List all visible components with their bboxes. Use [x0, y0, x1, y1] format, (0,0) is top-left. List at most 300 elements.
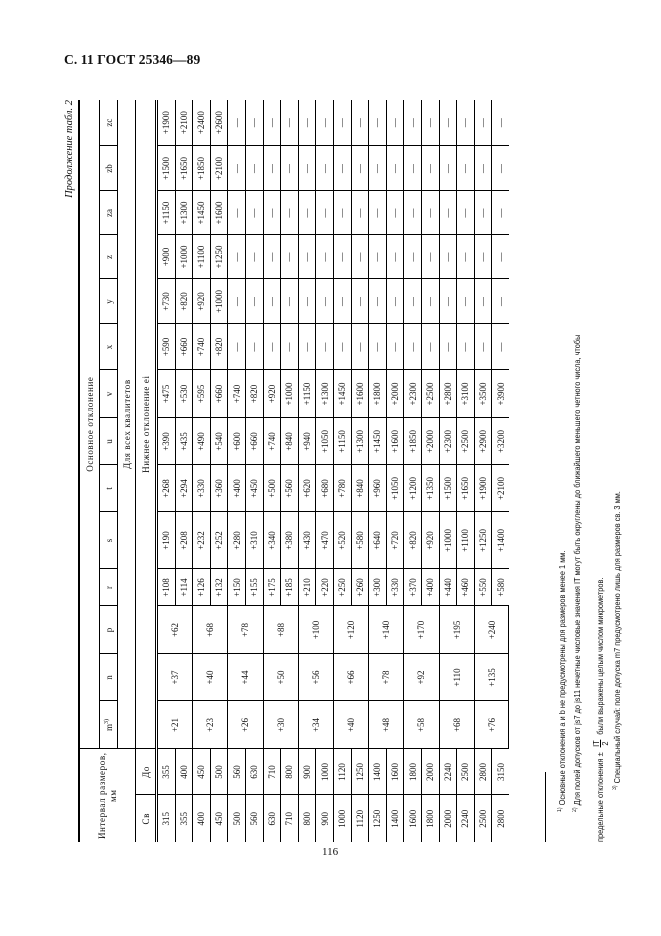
deviation-t-cell: +1050 [386, 465, 404, 512]
deviation-t-cell: +400 [228, 465, 246, 512]
column-letter: zc [103, 118, 114, 127]
deviation-u-cell: +1850 [404, 418, 422, 465]
deviation-v-cell: +660 [210, 370, 228, 418]
deviation-za-cell: — [386, 191, 404, 235]
deviation-x-cell: +820 [210, 324, 228, 370]
deviation-u-cell: +600 [228, 418, 246, 465]
deviation-p-cell: +195 [439, 606, 474, 654]
deviation-m-cell: +23 [193, 701, 228, 749]
table-row [333, 100, 351, 842]
column-header-n [100, 654, 118, 701]
column-letter: u [103, 439, 114, 444]
deviation-z-cell: — [404, 235, 422, 279]
size-from-cell: 450 [210, 795, 228, 842]
deviation-t-cell: +268 [157, 465, 176, 512]
deviation-n-cell: +50 [263, 654, 298, 701]
size-from-cell: 1120 [351, 795, 369, 842]
column-letter: t [103, 487, 114, 490]
deviation-za-cell: +1600 [210, 191, 228, 235]
deviation-p-cell: +240 [474, 606, 509, 654]
deviation-t-cell: +1200 [404, 465, 422, 512]
page-title: С. 11 ГОСТ 25346—89 [64, 52, 201, 67]
column-header-u [100, 418, 118, 465]
deviation-x-cell: — [281, 324, 299, 370]
table-body [157, 100, 509, 842]
deviation-s-cell: +280 [228, 512, 246, 569]
deviation-zb-cell: +1500 [157, 146, 176, 191]
deviation-t-cell: +2100 [492, 465, 509, 512]
size-to-cell: 2500 [457, 749, 475, 795]
deviation-n-cell: +110 [439, 654, 474, 701]
deviation-x-cell: — [316, 324, 334, 370]
deviation-m-cell: +30 [263, 701, 298, 749]
deviation-x-cell: — [245, 324, 263, 370]
deviation-zc-cell: — [404, 100, 422, 146]
deviation-z-cell: +1250 [210, 235, 228, 279]
deviation-n-cell: +92 [404, 654, 439, 701]
size-from-cell: 560 [245, 795, 263, 842]
column-header-t [100, 465, 118, 512]
deviation-n-cell: +40 [193, 654, 228, 701]
deviation-zc-cell: — [316, 100, 334, 146]
footnote-1-mark: 1) [557, 807, 564, 812]
size-to-cell: 1250 [351, 749, 369, 795]
size-from-cell: 1250 [369, 795, 387, 842]
size-to-cell: 450 [193, 749, 211, 795]
deviation-t-cell: +1350 [421, 465, 439, 512]
deviation-t-cell: +840 [351, 465, 369, 512]
deviation-zb-cell: +1650 [175, 146, 193, 191]
deviation-r-cell: +114 [175, 569, 193, 606]
table-continuation-caption: Продолжение табл. 2 [64, 100, 75, 198]
deviation-r-cell: +250 [333, 569, 351, 606]
deviations-table [78, 100, 509, 842]
deviation-za-cell: — [263, 191, 281, 235]
deviation-r-cell: +220 [316, 569, 334, 606]
deviation-x-cell: — [298, 324, 316, 370]
deviation-zb-cell: — [245, 146, 263, 191]
deviation-t-cell: +450 [245, 465, 263, 512]
rotated-table-block [64, 100, 622, 842]
deviation-zc-cell: +2600 [210, 100, 228, 146]
deviation-s-cell: +820 [404, 512, 422, 569]
page-number: 116 [322, 846, 339, 858]
size-to-cell: 710 [263, 749, 281, 795]
size-from-cell: 500 [228, 795, 246, 842]
deviation-zb-cell: — [351, 146, 369, 191]
deviation-m-cell: +76 [474, 701, 509, 749]
deviation-t-cell: +1500 [439, 465, 457, 512]
interval-header: Интервал размеров, мм [79, 749, 136, 842]
table-row [228, 100, 246, 842]
size-from-cell: 2800 [492, 795, 509, 842]
column-header-r [100, 569, 118, 606]
deviation-r-cell: +150 [228, 569, 246, 606]
deviation-p-cell: +62 [157, 606, 193, 654]
footnote-separator [545, 772, 546, 842]
deviation-z-cell: — [421, 235, 439, 279]
deviation-n-cell: +44 [228, 654, 263, 701]
deviation-r-cell: +440 [439, 569, 457, 606]
size-from-cell: 1800 [421, 795, 439, 842]
footnote-1 [557, 551, 567, 812]
deviation-za-cell: — [228, 191, 246, 235]
deviation-zb-cell: — [474, 146, 492, 191]
deviation-y-cell: — [298, 279, 316, 324]
deviation-r-cell: +400 [421, 569, 439, 606]
table-row [298, 100, 316, 842]
deviation-y-cell: — [263, 279, 281, 324]
deviation-y-cell: — [386, 279, 404, 324]
deviation-zb-cell: — [316, 146, 334, 191]
deviation-x-cell: — [351, 324, 369, 370]
deviation-s-cell: +208 [175, 512, 193, 569]
deviation-za-cell: +1450 [193, 191, 211, 235]
deviation-r-cell: +370 [404, 569, 422, 606]
deviation-r-cell: +330 [386, 569, 404, 606]
fraction-denominator: 2 [600, 741, 610, 746]
from-header: Св [136, 795, 157, 842]
column-header-zc [100, 100, 118, 146]
deviation-y-cell: — [421, 279, 439, 324]
column-header-m [100, 701, 118, 749]
deviation-z-cell: +900 [157, 235, 176, 279]
deviation-u-cell: +1300 [351, 418, 369, 465]
deviation-t-cell: +500 [263, 465, 281, 512]
deviation-zb-cell: +1850 [193, 146, 211, 191]
deviation-zc-cell: — [474, 100, 492, 146]
deviation-r-cell: +460 [457, 569, 475, 606]
deviation-s-cell: +1100 [457, 512, 475, 569]
size-from-cell: 900 [316, 795, 334, 842]
size-to-cell: 1000 [316, 749, 334, 795]
deviation-v-cell: +1000 [281, 370, 299, 418]
deviation-za-cell: — [245, 191, 263, 235]
deviation-x-cell: — [421, 324, 439, 370]
footnote-2-continuation [592, 578, 609, 842]
deviation-z-cell: — [245, 235, 263, 279]
deviation-zb-cell: — [492, 146, 509, 191]
deviation-y-cell: — [404, 279, 422, 324]
deviation-r-cell: +260 [351, 569, 369, 606]
deviation-za-cell: +1300 [175, 191, 193, 235]
deviation-za-cell: — [474, 191, 492, 235]
table-row [474, 100, 492, 842]
deviation-p-cell: +78 [228, 606, 263, 654]
size-to-cell: 2240 [439, 749, 457, 795]
deviation-m-cell: +48 [369, 701, 404, 749]
deviation-u-cell: +2000 [421, 418, 439, 465]
deviation-u-cell: +740 [263, 418, 281, 465]
column-letter: zb [103, 164, 114, 173]
deviation-z-cell: — [333, 235, 351, 279]
deviation-p-cell: +120 [333, 606, 368, 654]
deviation-t-cell: +560 [281, 465, 299, 512]
deviation-m-cell: +58 [404, 701, 439, 749]
deviation-x-cell: — [492, 324, 509, 370]
deviation-zb-cell: — [457, 146, 475, 191]
size-to-cell: 1400 [369, 749, 387, 795]
deviation-u-cell: +1450 [369, 418, 387, 465]
deviation-r-cell: +126 [193, 569, 211, 606]
deviation-u-cell: +1150 [333, 418, 351, 465]
deviation-y-cell: — [457, 279, 475, 324]
deviation-u-cell: +435 [175, 418, 193, 465]
deviation-u-cell: +2500 [457, 418, 475, 465]
deviation-s-cell: +340 [263, 512, 281, 569]
deviation-zb-cell: — [421, 146, 439, 191]
deviation-u-cell: +3200 [492, 418, 509, 465]
deviation-s-cell: +720 [386, 512, 404, 569]
table-row [157, 100, 176, 842]
deviation-za-cell: — [316, 191, 334, 235]
deviation-zc-cell: — [228, 100, 246, 146]
main-deviation-header: Основное отклонение [79, 100, 100, 749]
deviation-z-cell: — [474, 235, 492, 279]
deviation-zc-cell: +2400 [193, 100, 211, 146]
deviation-y-cell: — [228, 279, 246, 324]
deviation-zb-cell: — [404, 146, 422, 191]
table-header [79, 100, 157, 842]
deviation-t-cell: +360 [210, 465, 228, 512]
column-header-zb [100, 146, 118, 191]
deviation-x-cell: +590 [157, 324, 176, 370]
column-header-p [100, 606, 118, 654]
footnote-2-mark: 2) [572, 807, 579, 812]
size-from-cell: 710 [281, 795, 299, 842]
size-from-cell: 1000 [333, 795, 351, 842]
size-to-cell: 355 [157, 749, 176, 795]
deviation-s-cell: +190 [157, 512, 176, 569]
deviation-n-cell: +66 [333, 654, 368, 701]
deviation-n-cell: +78 [369, 654, 404, 701]
footnote-3-text: Специальный случай: поле допуска m7 предусмотрено лишь для размеров св. 3 мм. [612, 491, 622, 784]
deviation-t-cell: +1900 [474, 465, 492, 512]
deviation-y-cell: — [351, 279, 369, 324]
deviation-v-cell: +530 [175, 370, 193, 418]
deviation-x-cell: — [386, 324, 404, 370]
deviation-n-cell: +37 [157, 654, 193, 701]
deviation-x-cell: — [333, 324, 351, 370]
deviation-za-cell: — [369, 191, 387, 235]
footnote-2-cont-before: предельные отклонения ± [594, 752, 605, 842]
deviation-z-cell: — [263, 235, 281, 279]
deviation-v-cell: +3500 [474, 370, 492, 418]
deviation-y-cell: — [316, 279, 334, 324]
size-from-cell: 2240 [457, 795, 475, 842]
deviation-v-cell: +2300 [404, 370, 422, 418]
deviation-s-cell: +920 [421, 512, 439, 569]
deviation-zc-cell: — [421, 100, 439, 146]
column-header-z [100, 235, 118, 279]
size-to-cell: 1120 [333, 749, 351, 795]
deviation-p-cell: +170 [404, 606, 439, 654]
deviation-za-cell: — [439, 191, 457, 235]
deviation-z-cell: — [298, 235, 316, 279]
column-letter: s [103, 538, 114, 543]
deviation-za-cell: — [281, 191, 299, 235]
deviation-s-cell: +252 [210, 512, 228, 569]
deviation-zc-cell: — [333, 100, 351, 146]
column-header-s [100, 512, 118, 569]
deviation-p-cell: +88 [263, 606, 298, 654]
deviation-zc-cell: — [439, 100, 457, 146]
deviation-r-cell: +580 [492, 569, 509, 606]
deviation-zb-cell: — [439, 146, 457, 191]
deviation-x-cell: — [369, 324, 387, 370]
size-to-cell: 2800 [474, 749, 492, 795]
deviation-v-cell: +2000 [386, 370, 404, 418]
deviation-u-cell: +1050 [316, 418, 334, 465]
deviation-z-cell: — [386, 235, 404, 279]
size-to-cell: 400 [175, 749, 193, 795]
deviation-m-cell: +26 [228, 701, 263, 749]
table-row [193, 100, 211, 842]
deviation-x-cell: — [404, 324, 422, 370]
deviation-za-cell: — [421, 191, 439, 235]
deviation-y-cell: — [281, 279, 299, 324]
lower-deviation-header: Нижнее отклонение ei [136, 100, 157, 749]
deviation-r-cell: +155 [245, 569, 263, 606]
all-grades-header: Для всех квалитетов [118, 100, 136, 749]
deviation-v-cell: +3100 [457, 370, 475, 418]
deviation-s-cell: +430 [298, 512, 316, 569]
deviation-x-cell: +740 [193, 324, 211, 370]
size-from-cell: 400 [193, 795, 211, 842]
letters-row [100, 100, 118, 842]
deviation-y-cell: — [369, 279, 387, 324]
deviation-y-cell: +920 [193, 279, 211, 324]
deviation-x-cell: — [457, 324, 475, 370]
deviation-zb-cell: +2100 [210, 146, 228, 191]
deviation-u-cell: +2900 [474, 418, 492, 465]
size-from-cell: 2500 [474, 795, 492, 842]
deviation-m-cell: +40 [333, 701, 368, 749]
column-letter: y [103, 299, 114, 304]
deviation-zc-cell: — [281, 100, 299, 146]
deviation-r-cell: +108 [157, 569, 176, 606]
deviation-zb-cell: — [333, 146, 351, 191]
deviation-zc-cell: +1900 [157, 100, 176, 146]
deviation-m-cell: +68 [439, 701, 474, 749]
fraction-numerator: IT [591, 740, 601, 747]
deviation-p-cell: +68 [193, 606, 228, 654]
deviation-t-cell: +780 [333, 465, 351, 512]
deviation-v-cell: +1450 [333, 370, 351, 418]
deviation-zc-cell: +2100 [175, 100, 193, 146]
deviation-za-cell: — [492, 191, 509, 235]
deviation-x-cell: — [439, 324, 457, 370]
table-row [439, 100, 457, 842]
deviation-zc-cell: — [386, 100, 404, 146]
deviation-s-cell: +1000 [439, 512, 457, 569]
column-letter: p [103, 627, 114, 633]
footnote-1-text: Основные отклонения a и b не предусмотрены для размеров менее 1 мм. [557, 550, 567, 806]
footnote-3 [612, 491, 622, 790]
footnote-2 [572, 335, 582, 812]
deviation-u-cell: +390 [157, 418, 176, 465]
size-from-cell: 355 [175, 795, 193, 842]
deviation-s-cell: +310 [245, 512, 263, 569]
deviation-r-cell: +550 [474, 569, 492, 606]
size-from-cell: 2000 [439, 795, 457, 842]
size-to-cell: 800 [281, 749, 299, 795]
size-to-cell: 500 [210, 749, 228, 795]
deviation-s-cell: +470 [316, 512, 334, 569]
deviation-y-cell: +1000 [210, 279, 228, 324]
deviation-zb-cell: — [228, 146, 246, 191]
deviation-s-cell: +520 [333, 512, 351, 569]
size-to-cell: 1800 [404, 749, 422, 795]
deviation-m-cell: +21 [157, 701, 193, 749]
it-over-2-fraction [592, 739, 609, 747]
size-from-cell: 1600 [404, 795, 422, 842]
deviation-p-cell: +140 [369, 606, 404, 654]
deviation-u-cell: +940 [298, 418, 316, 465]
deviation-zb-cell: — [263, 146, 281, 191]
deviation-z-cell: — [281, 235, 299, 279]
deviation-v-cell: +475 [157, 370, 176, 418]
deviation-t-cell: +960 [369, 465, 387, 512]
deviation-v-cell: +2800 [439, 370, 457, 418]
deviation-za-cell: +1150 [157, 191, 176, 235]
deviation-u-cell: +840 [281, 418, 299, 465]
size-to-cell: 560 [228, 749, 246, 795]
deviation-v-cell: +1800 [369, 370, 387, 418]
deviation-u-cell: +660 [245, 418, 263, 465]
deviation-r-cell: +300 [369, 569, 387, 606]
size-from-cell: 1400 [386, 795, 404, 842]
deviation-s-cell: +380 [281, 512, 299, 569]
footnote-3-mark: 3) [612, 785, 619, 790]
deviation-z-cell: +1100 [193, 235, 211, 279]
deviation-r-cell: +175 [263, 569, 281, 606]
deviation-zb-cell: — [298, 146, 316, 191]
column-letter: za [103, 208, 114, 217]
deviation-za-cell: — [333, 191, 351, 235]
size-from-cell: 315 [157, 795, 176, 842]
size-from-cell: 800 [298, 795, 316, 842]
deviation-zc-cell: — [369, 100, 387, 146]
column-letter: z [103, 254, 114, 259]
deviation-p-cell: +100 [298, 606, 333, 654]
deviation-v-cell: +820 [245, 370, 263, 418]
size-from-cell: 630 [263, 795, 281, 842]
column-letter: r [103, 585, 114, 589]
deviation-zc-cell: — [298, 100, 316, 146]
size-to-cell: 630 [245, 749, 263, 795]
deviation-z-cell: — [439, 235, 457, 279]
column-letter: m [103, 723, 114, 731]
deviation-t-cell: +620 [298, 465, 316, 512]
deviation-u-cell: +540 [210, 418, 228, 465]
deviation-zb-cell: — [369, 146, 387, 191]
deviation-y-cell: — [474, 279, 492, 324]
deviation-t-cell: +330 [193, 465, 211, 512]
deviation-z-cell: — [351, 235, 369, 279]
deviation-u-cell: +490 [193, 418, 211, 465]
deviation-zc-cell: — [457, 100, 475, 146]
to-header: До [136, 749, 157, 795]
deviation-m-cell: +34 [298, 701, 333, 749]
deviation-za-cell: — [457, 191, 475, 235]
deviation-zc-cell: — [492, 100, 509, 146]
deviation-t-cell: +294 [175, 465, 193, 512]
deviation-s-cell: +580 [351, 512, 369, 569]
column-letter: v [103, 391, 114, 397]
deviation-za-cell: — [298, 191, 316, 235]
deviation-zc-cell: — [245, 100, 263, 146]
